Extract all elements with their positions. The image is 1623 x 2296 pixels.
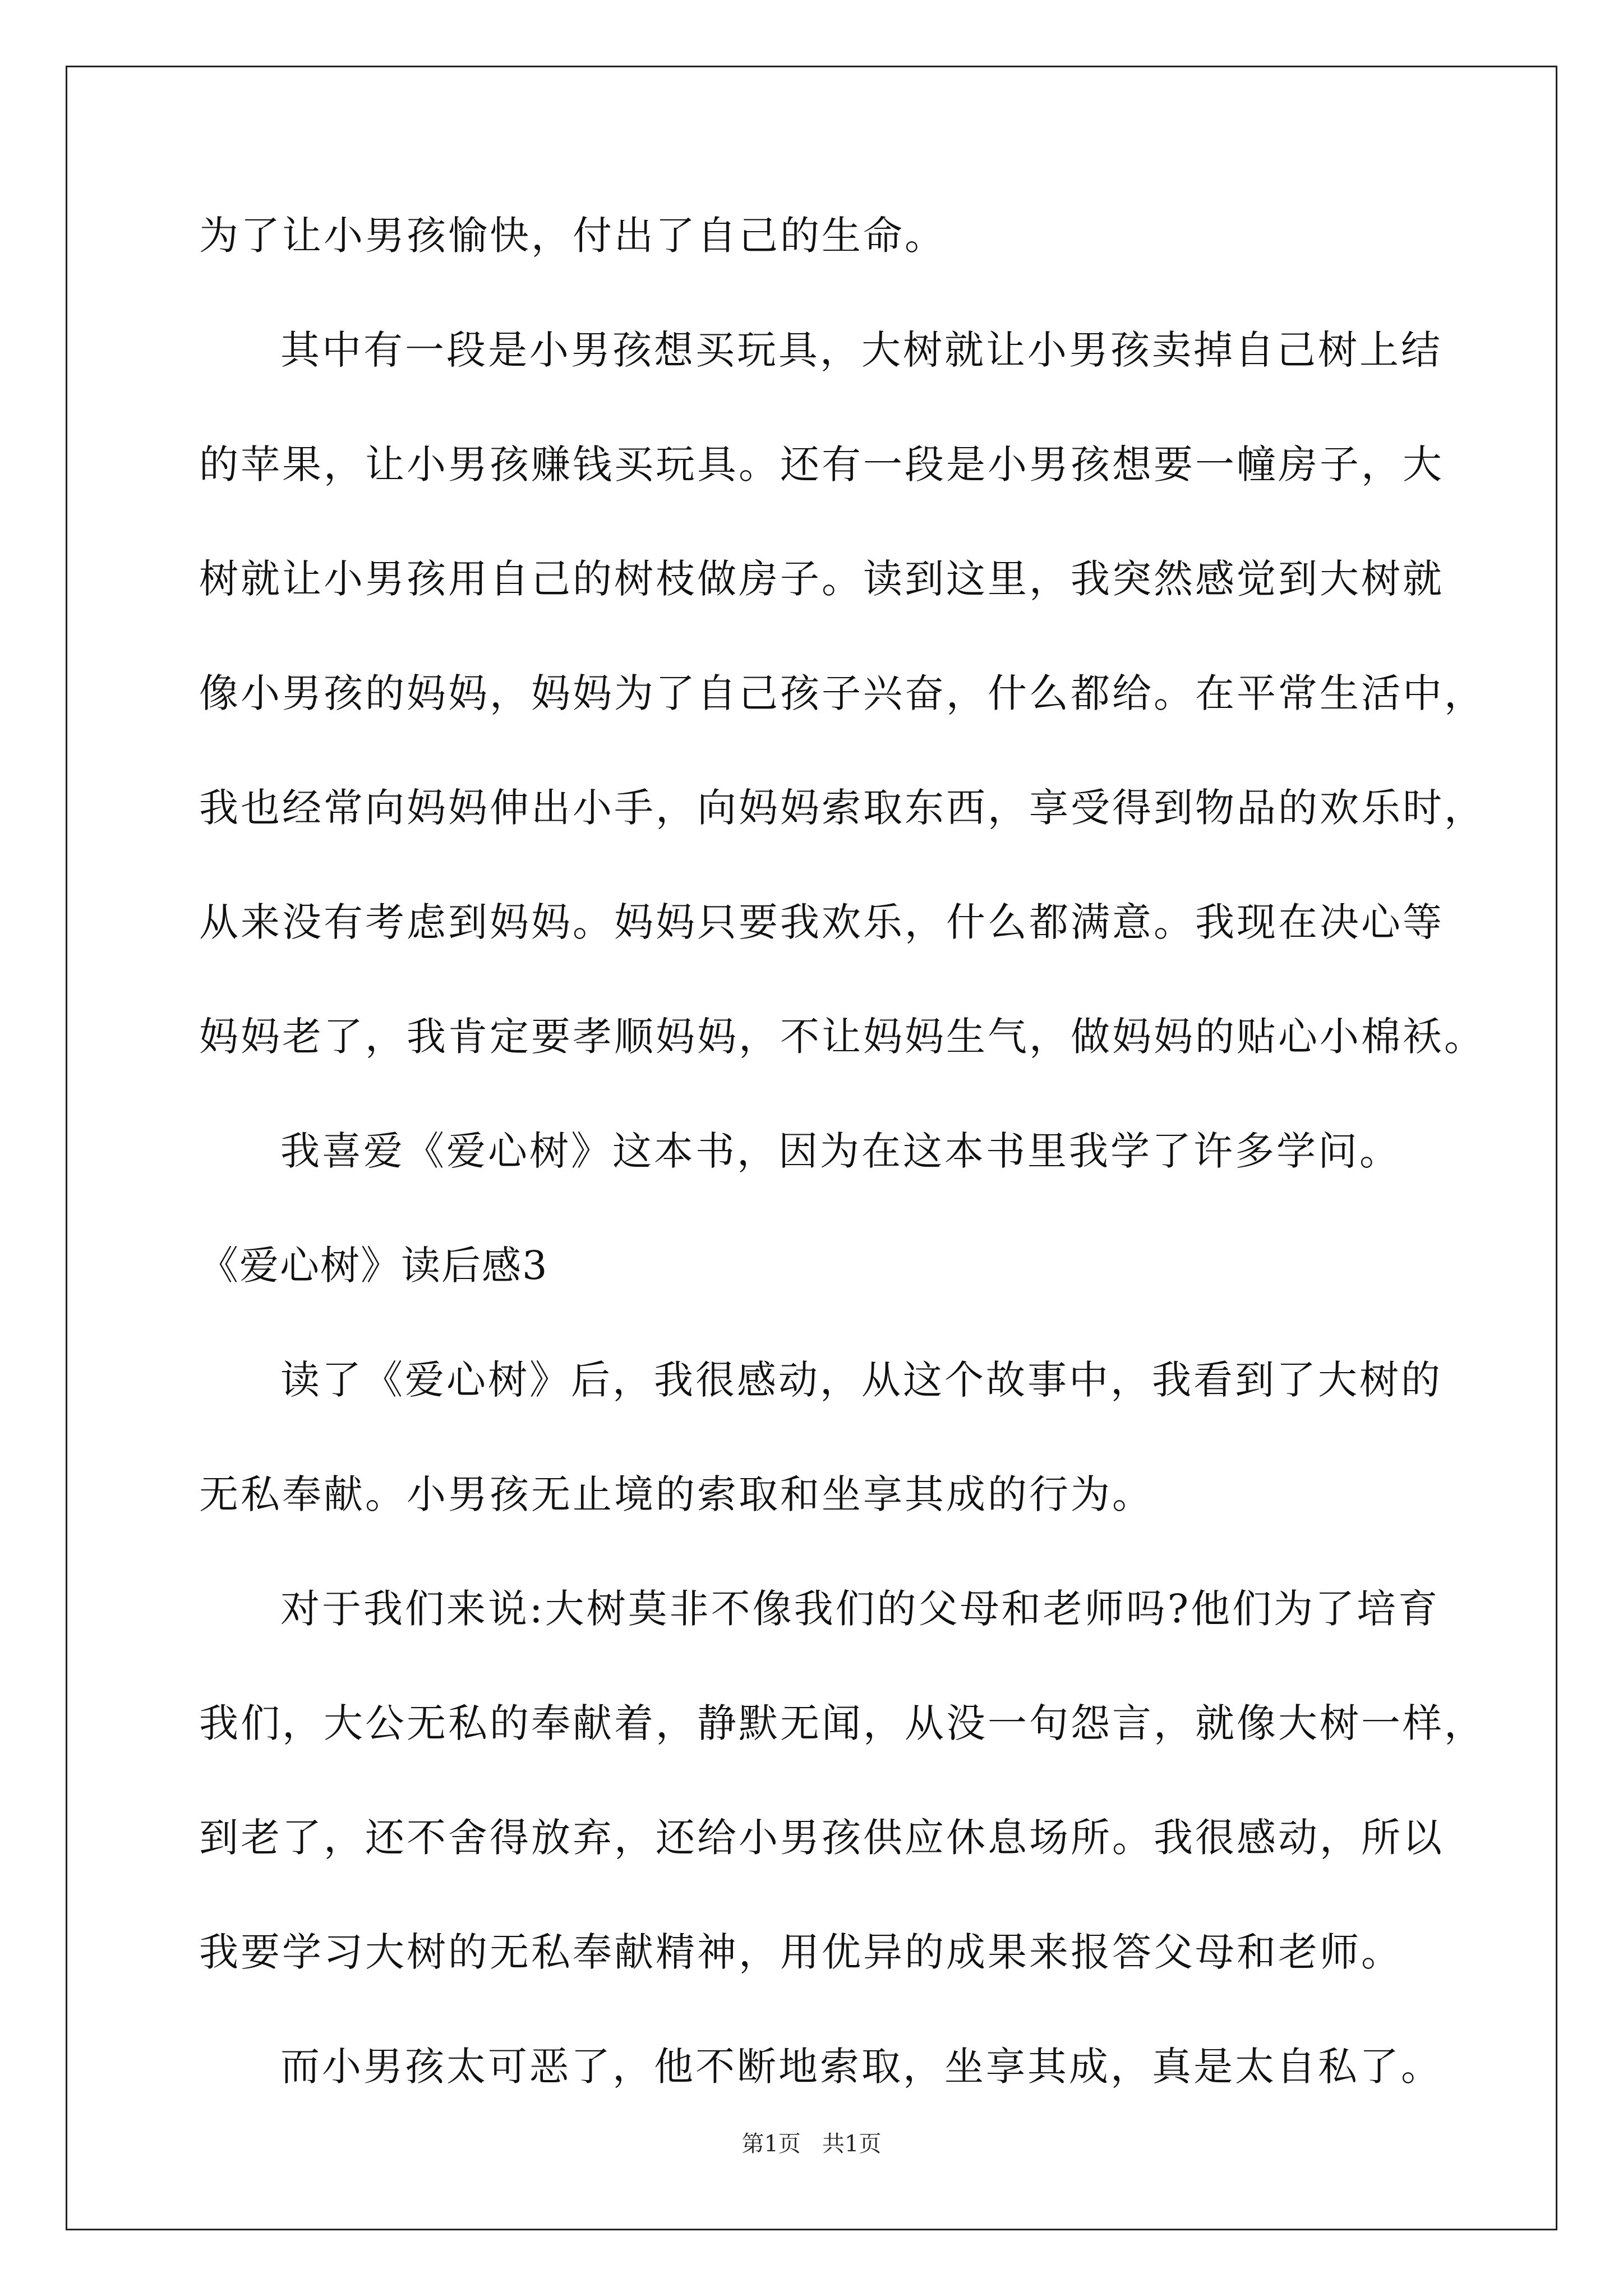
text-line: 像小男孩的妈妈，妈妈为了自己孩子兴奋，什么都给。在平常生活中， bbox=[199, 670, 1486, 716]
text-line: 我喜爱《爱心树》这本书，因为在这本书里我学了许多学问。 bbox=[280, 1128, 1401, 1174]
section-heading: 《爱心树》读后感3 bbox=[199, 1243, 548, 1289]
text-line: 到老了，还不舍得放弃，还给小男孩供应休息场所。我很感动，所以 bbox=[199, 1815, 1444, 1861]
page-number: 第1页 共1页 bbox=[741, 2131, 882, 2157]
text-line: 读了《爱心树》后，我很感动，从这个故事中，我看到了大树的 bbox=[280, 1357, 1442, 1403]
text-line: 为了让小男孩愉快，付出了自己的生命。 bbox=[199, 213, 946, 259]
text-line: 而小男孩太可恶了，他不断地索取，坐享其成，真是太自私了。 bbox=[280, 2044, 1442, 2090]
text-line: 无私奉献。小男孩无止境的索取和坐享其成的行为。 bbox=[199, 1471, 1154, 1517]
text-line: 妈妈老了，我肯定要孝顺妈妈，不让妈妈生气，做妈妈的贴心小棉袄。 bbox=[199, 1014, 1486, 1060]
text-line: 我要学习大树的无私奉献精神，用优异的成果来报答父母和老师。 bbox=[199, 1929, 1403, 1975]
text-line: 我也经常向妈妈伸出小手，向妈妈索取东西，享受得到物品的欢乐时， bbox=[199, 785, 1486, 831]
document-body bbox=[199, 208, 1486, 2153]
text-line: 我们，大公无私的奉献着，静默无闻，从没一句怨言，就像大树一样， bbox=[199, 1700, 1486, 1746]
text-line: 从来没有考虑到妈妈。妈妈只要我欢乐，什么都满意。我现在决心等 bbox=[199, 899, 1444, 945]
text-line: 其中有一段是小男孩想买玩具，大树就让小男孩卖掉自己树上结 bbox=[280, 327, 1442, 373]
text-line: 树就让小男孩用自己的树枝做房子。读到这里，我突然感觉到大树就 bbox=[199, 556, 1444, 602]
text-line: 对于我们来说:大树莫非不像我们的父母和老师吗?他们为了培育 bbox=[280, 1586, 1440, 1632]
text-line: 的苹果，让小男孩赚钱买玩具。还有一段是小男孩想要一幢房子，大 bbox=[199, 441, 1444, 487]
